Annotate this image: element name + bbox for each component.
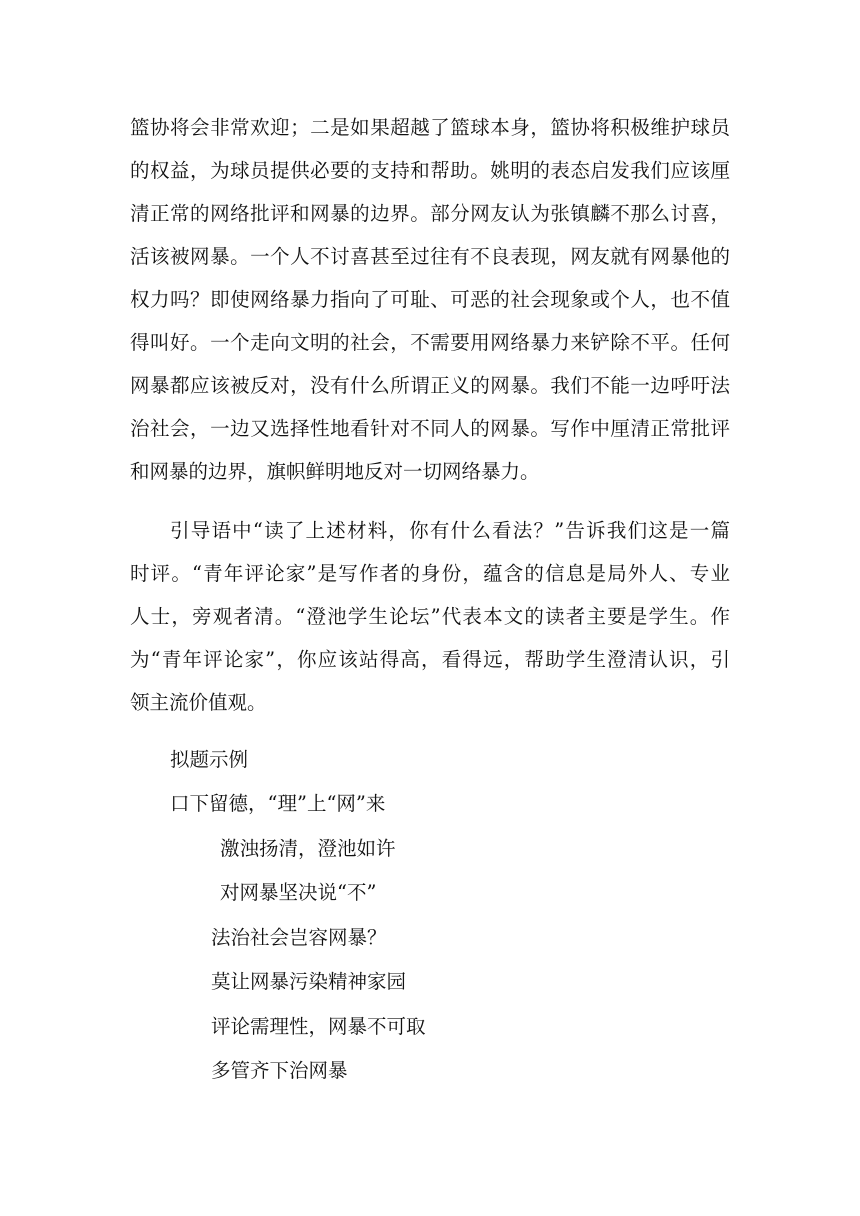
example-title: 口下留德，“理”上“网”来	[170, 792, 386, 815]
paragraph-line: 清正常的网络批评和网暴的边界。部分网友认为张镇麟不那么讨喜，	[130, 202, 730, 225]
example-title: 莫让网暴污染精神家园	[211, 970, 407, 993]
example-title: 法治社会岂容网暴？	[211, 926, 387, 949]
example-title: 评论需理性，网暴不可取	[211, 1015, 426, 1038]
paragraph-line: 活该被网暴。一个人不讨喜甚至过往有不良表现，网友就有网暴他的	[130, 245, 730, 268]
example-title: 激浊扬清，澄池如许	[220, 837, 396, 860]
paragraph-line: 为“青年评论家”，你应该站得高，看得远，帮助学生澄清认识，引	[130, 648, 730, 671]
paragraph-line: 篮协将会非常欢迎；二是如果超越了篮球本身，篮协将积极维护球员	[130, 116, 730, 139]
paragraph-line: 和网暴的边界，旗帜鲜明地反对一切网络暴力。	[130, 460, 540, 483]
paragraph-line: 时评。“青年评论家”是写作者的身份，蕴含的信息是局外人、专业	[130, 562, 730, 585]
paragraph-line: 治社会，一边又选择性地看针对不同人的网暴。写作中厘清正常批评	[130, 417, 730, 440]
example-title: 对网暴坚决说“不”	[220, 881, 377, 904]
paragraph-line: 得叫好。一个走向文明的社会，不需要用网络暴力来铲除不平。任何	[130, 331, 730, 354]
paragraph-line: 的权益，为球员提供必要的支持和帮助。姚明的表态启发我们应该厘	[130, 159, 730, 182]
example-title: 多管齐下治网暴	[211, 1059, 348, 1082]
paragraph-line: 引导语中“读了上述材料，你有什么看法？”告诉我们这是一篇	[170, 519, 730, 542]
paragraph-line: 权力吗？即使网络暴力指向了可耻、可恶的社会现象或个人，也不值	[130, 288, 730, 311]
paragraph-line: 领主流价值观。	[130, 691, 267, 714]
section-heading: 拟题示例	[170, 748, 249, 771]
paragraph-line: 人士，旁观者清。“澄池学生论坛”代表本文的读者主要是学生。作	[130, 605, 730, 628]
paragraph-line: 网暴都应该被反对，没有什么所谓正义的网暴。我们不能一边呼吁法	[130, 374, 730, 397]
